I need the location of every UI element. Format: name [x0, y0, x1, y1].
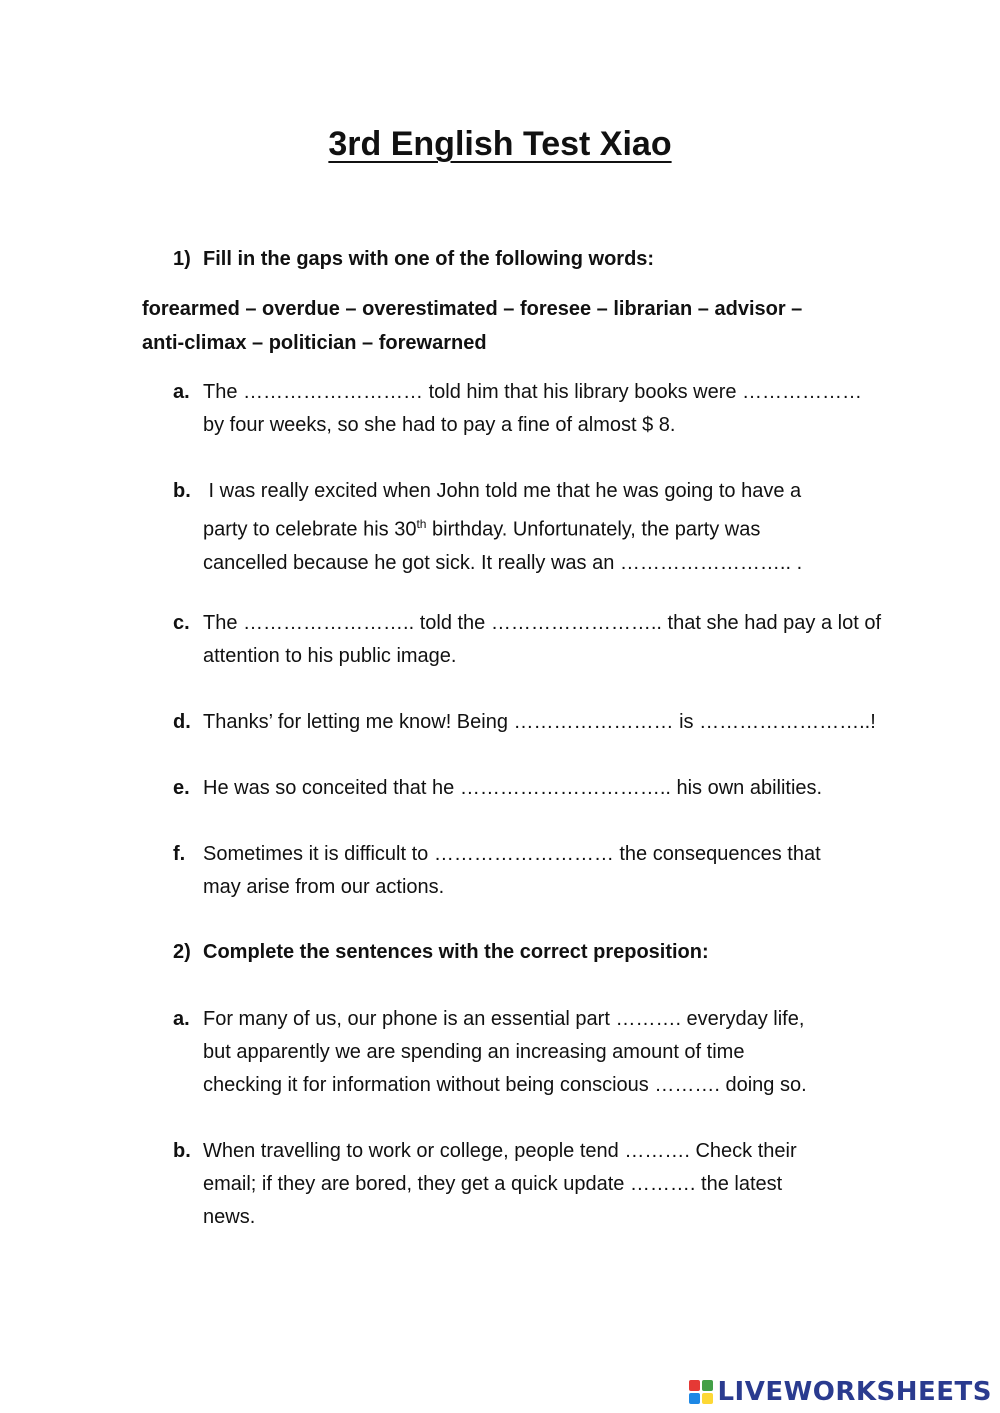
section1-item-e: e. He was so conceited that he ………………………….. his own abilities.: [173, 777, 823, 799]
section1-item-a: a. The ……………………… told him that his library books were ……………… by four weeks, so she had to pay a fine of almost $ 8.: [173, 381, 863, 436]
section1-item-f: f. Sometimes it is difficult to ……………………… the consequences that may arise from our actions.: [173, 843, 821, 898]
logo-block-yellow: [702, 1393, 713, 1404]
liveworksheets-logo-icon: [689, 1380, 713, 1404]
liveworksheets-logo[interactable]: LIVEWORKSHEETS: [689, 1375, 992, 1409]
section1-item-b: b. I was really excited when John told me that he was going to have a party to celebrate his 30th birthday. Unfortunately, the party was cancelled because he got sick. It really was an …………………….. .: [173, 475, 863, 580]
section1-item-d: d. Thanks’ for letting me know! Being …………………… is ……………………..!: [173, 711, 876, 733]
logo-block-green: [702, 1380, 713, 1391]
section2-item-a: a. For many of us, our phone is an essential part ………. everyday life, but apparently we are spending an increasing amount of time checking it for information without being conscious ………. doing so.: [173, 1008, 807, 1096]
logo-block-blue: [689, 1393, 700, 1404]
section2-heading: 2) Complete the sentences with the correct preposition:: [173, 941, 709, 963]
word-bank: forearmed – overdue – overestimated – foresee – librarian – advisor – anti-climax – politician – forewarned: [142, 298, 803, 354]
section2-item-b: b. When travelling to work or college, people tend ………. Check their email; if they are bored, they get a quick update ………. the latest news.: [173, 1140, 797, 1228]
section1-item-c: c. The …………………….. told the …………………….. that she had pay a lot of attention to his public image.: [173, 612, 882, 667]
logo-block-red: [689, 1380, 700, 1391]
section1-heading: 1) Fill in the gaps with one of the following words:: [173, 248, 655, 270]
item-b-line2: party to celebrate his 30th birthday. Unfortunately, the party was: [203, 517, 761, 541]
page-title: 3rd English Test Xiao: [328, 125, 672, 163]
